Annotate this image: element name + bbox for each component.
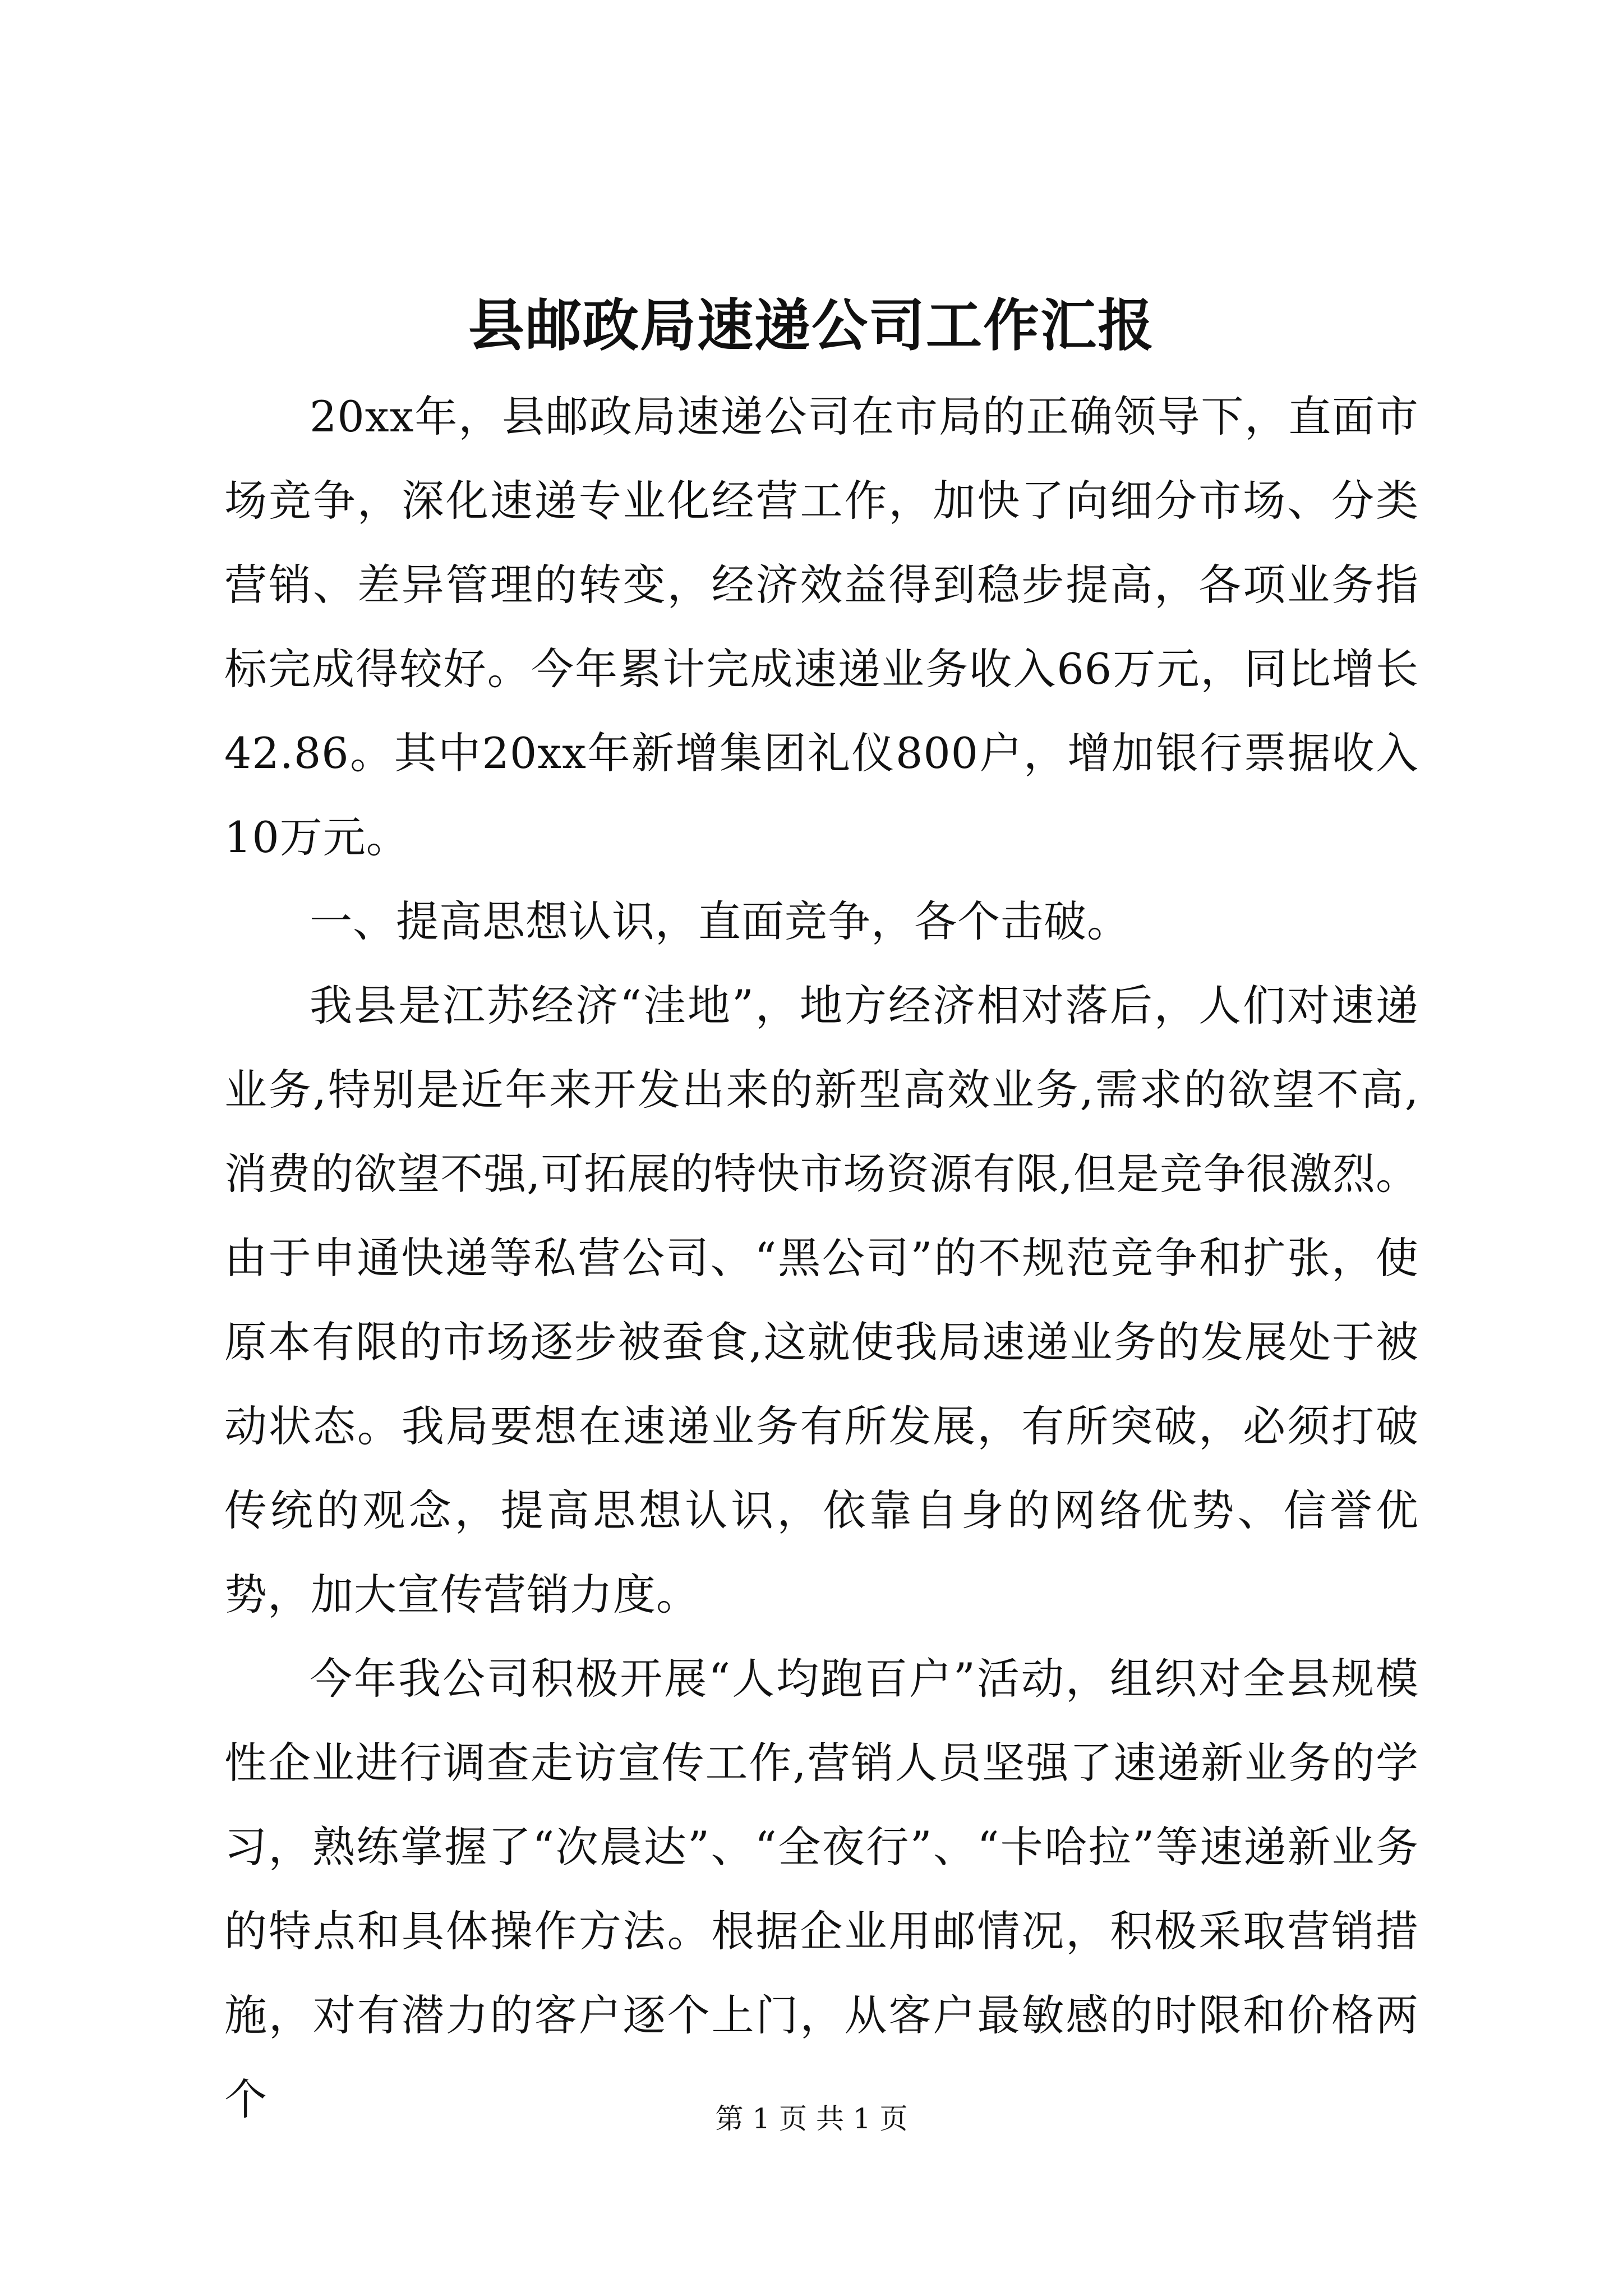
section-1-paragraph-1: 我县是江苏经济“洼地”，地方经济相对落后，人们对速递业务,特别是近年来开发出来的新型高效业务,需求的欲望不高,消费的欲望不强,可拓展的特快市场资源有限,但是竞争很激烈。由于申通快递等私营公司、“黑公司”的不规范竞争和扩张，使原本有限的市场逐步被蚕食,这就使我局速递业务的发展处于被动状态。我局要想在速递业务有所发展，有所突破，必须打破传统的观念，提高思想认识，依靠自身的网络优势、信誉优势，加大宣传营销力度。: [224, 981, 1419, 1619]
document-title: 县邮政局速递公司工作汇报: [468, 292, 1155, 358]
document-body: [224, 375, 1419, 2142]
section-1-paragraph-2: 今年我公司积极开展“人均跑百户”活动，组织对全县规模性企业进行调查走访宣传工作,营销人员坚强了速递新业务的学习，熟练掌握了“次晨达”、“全夜行”、“卡哈拉”等速递新业务的特点和具体操作方法。根据企业用邮情况，积极采取营销措施，对有潜力的客户逐个上门，从客户最敏感的时限和价格两个: [224, 1654, 1419, 2124]
intro-paragraph: 20xx年，县邮政局速递公司在市局的正确领导下，直面市场竞争，深化速递专业化经营工作，加快了向细分市场、分类营销、差异管理的转变，经济效益得到稳步提高，各项业务指标完成得较好。今年累计完成速递业务收入66万元，同比增长42.86。其中20xx年新增集团礼仪800户，增加银行票据收入10万元。: [224, 392, 1419, 862]
page-footer: 第 1 页 共 1 页: [715, 2102, 908, 2135]
section-heading-1: 一、提高思想认识，直面竞争，各个击破。: [310, 896, 1130, 946]
